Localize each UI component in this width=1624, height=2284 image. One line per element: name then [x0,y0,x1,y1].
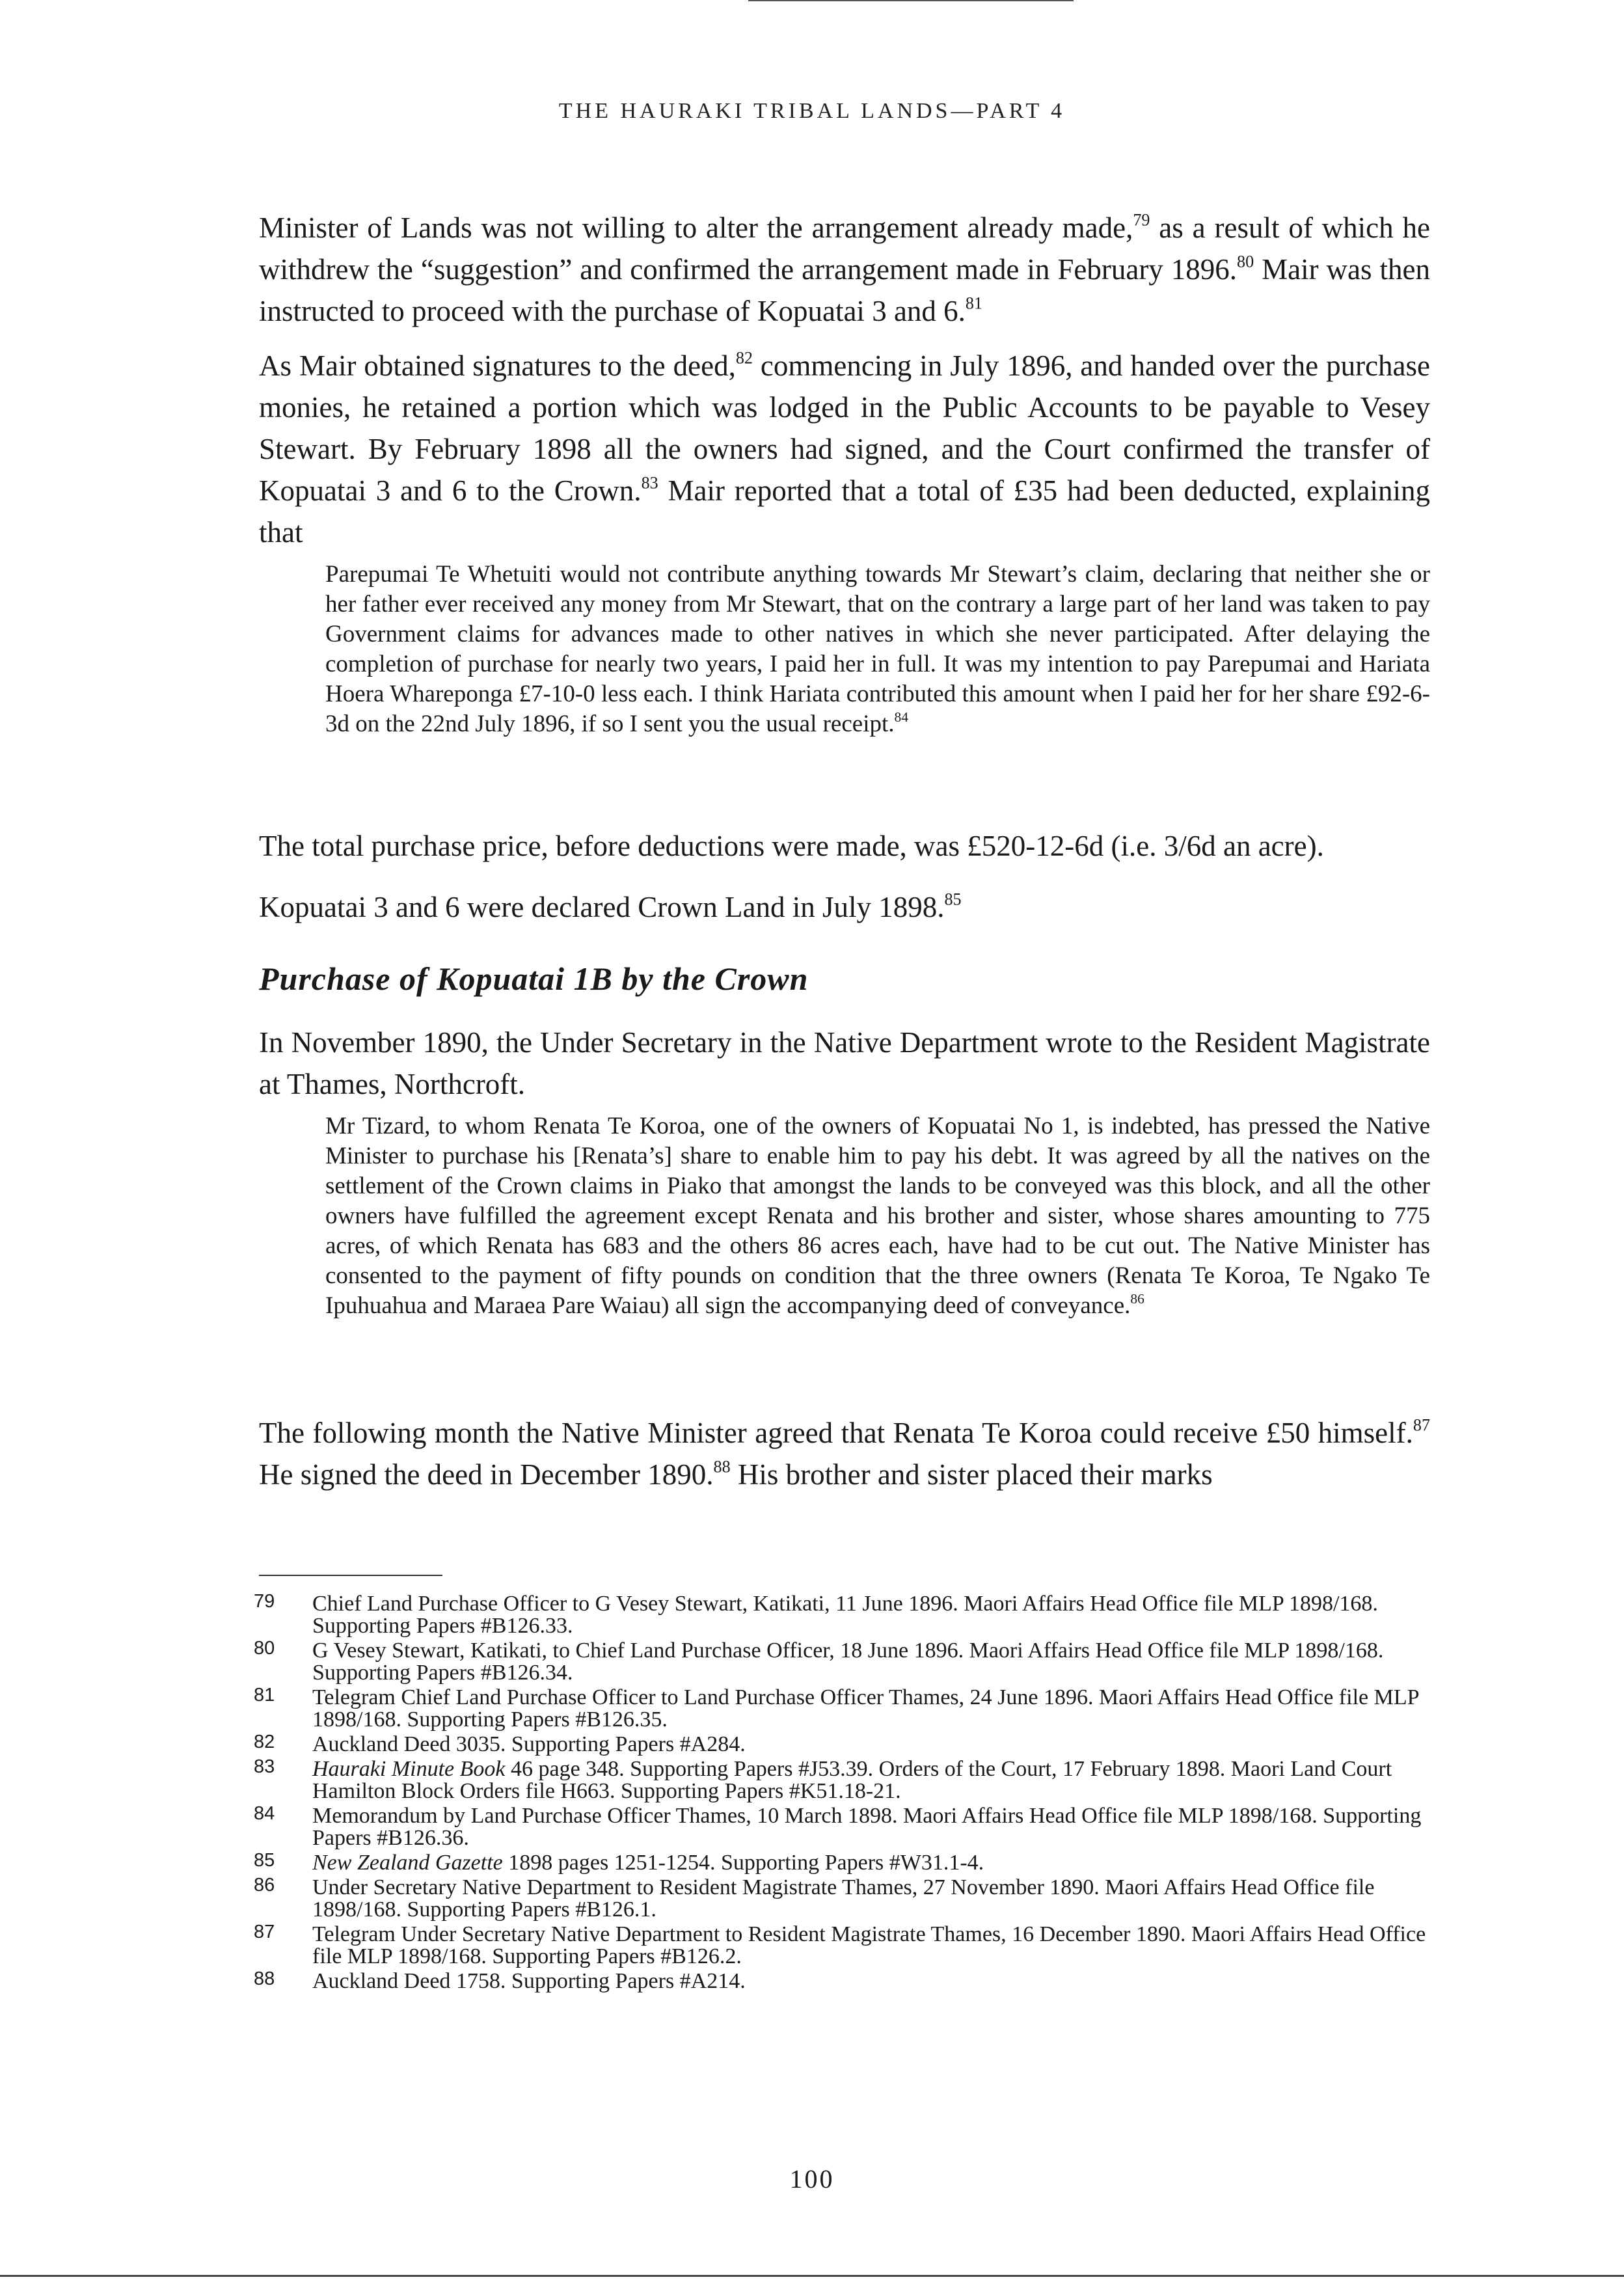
paragraph-text: The following month the Native Minister agreed that Renata Te Koroa could receive £50 himself.$^{87}$ He signed the deed in December 1890.88 His brother and sister placed their marks [259,1415,1430,1491]
paragraph-text: Minister of Lands was not willing to alter the arrangement already made,$^{79}$ as a result of which he withdrew the “suggestion” and confirmed the arrangement made in February 1896.80 Mair was then instructed to proceed with the purchase of Kopuatai 3 and 6.81 [259,210,1430,327]
running-head: THE HAURAKI TRIBAL LANDS—PART 4 [558,99,1066,123]
paragraph-5 [259,1022,1430,1105]
footnote-83: 83 Hauraki Minute Book 46 page 348. Supporting Papers #J53.39. Orders of the Court, 17 February 1898. Maori Land Court Hamilton Block Orders file H663. Supporting Papers #K51.18-21. [254,1756,1392,1803]
footnote-ref[interactable]: 81 [965,293,983,313]
footnote-number: 82 [254,1732,275,1752]
paragraph-2 [259,345,1430,553]
top-rule [748,0,1074,1]
footnote-number: 85 [254,1850,275,1871]
paragraph-text: The total purchase price, before deductions were made, was £520-12-6d (i.e. 3/6d an acre). [259,830,1324,862]
footnote-80: 80 G Vesey Stewart, Katikati, to Chief Land Purchase Officer, 18 June 1896. Maori Affairs Head Office file MLP 1898/168. Supporting Papers #B126.34. [254,1638,1384,1685]
footnote-number: 80 [254,1638,275,1659]
footnote-number: 87 [254,1922,275,1942]
footnote-82: 82 Auckland Deed 3035. Supporting Papers #A284. [254,1732,746,1756]
footnotes [254,1593,1431,1995]
section-heading: Purchase of Kopuatai 1B by the Crown [259,960,809,997]
footnote-81: 81 Telegram Chief Land Purchase Officer to Land Purchase Officer Thames, 24 June 1896. Maori Affairs Head Office file MLP 1898/168. Supporting Papers #B126.35. [254,1685,1419,1732]
block-quote-2: Mr Tizard, to whom Renata Te Koroa, one of the owners of Kopuatai No 1, is indebted, has pressed the Native Minister to purchase his [Renata’s] share to enable him to pay his debt. It was agreed by all the natives on the settlement of the Crown claims in Piako that amongst the lands to be conveyed was this block, and all the other owners have fulfilled the agreement except Renata and his brother and sister, whose shares amounting to 775 acres, of which Renata has 683 and the others 86 acres each, have had to be cut out. The Native Minister has consented to the payment of fifty pounds on condition that the three owners (Renata Te Koroa, Te Ngako Te Ipuhuahua and Maraea Pare Waiau) all sign the accompanying deed of conveyance.$^{86}$ [325,1113,1430,1319]
footnote-number: 88 [254,1968,275,1989]
footnote-ref[interactable]: 79 [1133,210,1150,230]
paragraph-4 [259,886,1430,928]
footnote-number: 84 [254,1803,275,1824]
footnote-84: 84 Memorandum by Land Purchase Officer Thames, 10 March 1898. Maori Affairs Head Office file MLP 1898/168. Supporting Papers #B126.36. [254,1803,1422,1850]
footnote-79: 79 Chief Land Purchase Officer to G Vesey Stewart, Katikati, 11 June 1896. Maori Affairs Head Office file MLP 1898/168. Supporting Papers #B126.33. [254,1591,1378,1638]
footnote-85: 85 New Zealand Gazette 1898 pages 1251-1254. Supporting Papers #W31.1-4. [254,1850,984,1875]
paragraph-text: As Mair obtained signatures to the deed,$^{82}$ commencing in July 1896, and handed over the purchase monies, he retained a portion which was lodged in the Public Accounts to be payable to Vesey Stewart. By February 1898 all the owners had signed, and the Court confirmed the transfer of Kopuatai 3 and 6 to the Crown.$^{83}$ Mair reported that a total of £35 had been deducted, explaining that [259,348,1431,549]
page-number: 100 [789,2164,835,2194]
paragraph-text: Kopuatai 3 and 6 were declared Crown Land in July 1898.85 [259,890,962,923]
footnote-number: 81 [254,1685,275,1706]
paragraph-6 [259,1412,1430,1495]
footnote-number: 79 [254,1591,275,1612]
footnote-ref[interactable]: 85 [944,890,962,909]
footnote-87: 87 Telegram Under Secretary Native Department to Resident Magistrate Thames, 16 December 1890. Maori Affairs Head Office file MLP 1898/168. Supporting Papers #B126.2. [254,1922,1426,1968]
footnote-ref[interactable]: 87 [1413,1415,1430,1435]
footnote-ref[interactable]: 83 [641,473,658,493]
paragraph-1 [259,207,1430,332]
footnote-ref[interactable]: 84 [894,709,908,725]
footnote-separator [259,1575,442,1576]
footnote-88: 88 Auckland Deed 1758. Supporting Papers #A214. [254,1968,746,1993]
block-quote-1: Parepumai Te Whetuiti would not contribute anything towards Mr Stewart’s claim, declaring that neither she or her father ever received any money from Mr Stewart, that on the contrary a large part of her land was taken to pay Government claims for advances made to other natives in which she never participated. After delaying the completion of purchase for nearly two years, I paid her in full. It was my intention to pay Parepumai and Hariata Hoera Whareponga £7-10-0 less each. I think Hariata contributed this amount when I paid her for her share £92-6-3d on the 22nd July 1896, if so I sent you the usual receipt.$^{84}$ [325,561,1430,737]
footnote-ref[interactable]: 88 [713,1457,731,1476]
paragraph-3 [259,825,1430,867]
footnote-number: 83 [254,1756,275,1777]
footnote-ref[interactable]: 82 [735,348,753,368]
paragraph-text: In November 1890, the Under Secretary in the Native Department wrote to the Resident Magistrate at Thames, Northcroft. [259,1026,1430,1100]
footnote-number: 86 [254,1875,275,1896]
footnote-ref[interactable]: 86 [1130,1290,1144,1307]
footnote-ref[interactable]: 80 [1237,252,1254,271]
bottom-rule [0,2275,1624,2277]
footnote-86: 86 Under Secretary Native Department to Resident Magistrate Thames, 27 November 1890. Maori Affairs Head Office file 1898/168. Supporting Papers #B126.1. [254,1875,1375,1922]
